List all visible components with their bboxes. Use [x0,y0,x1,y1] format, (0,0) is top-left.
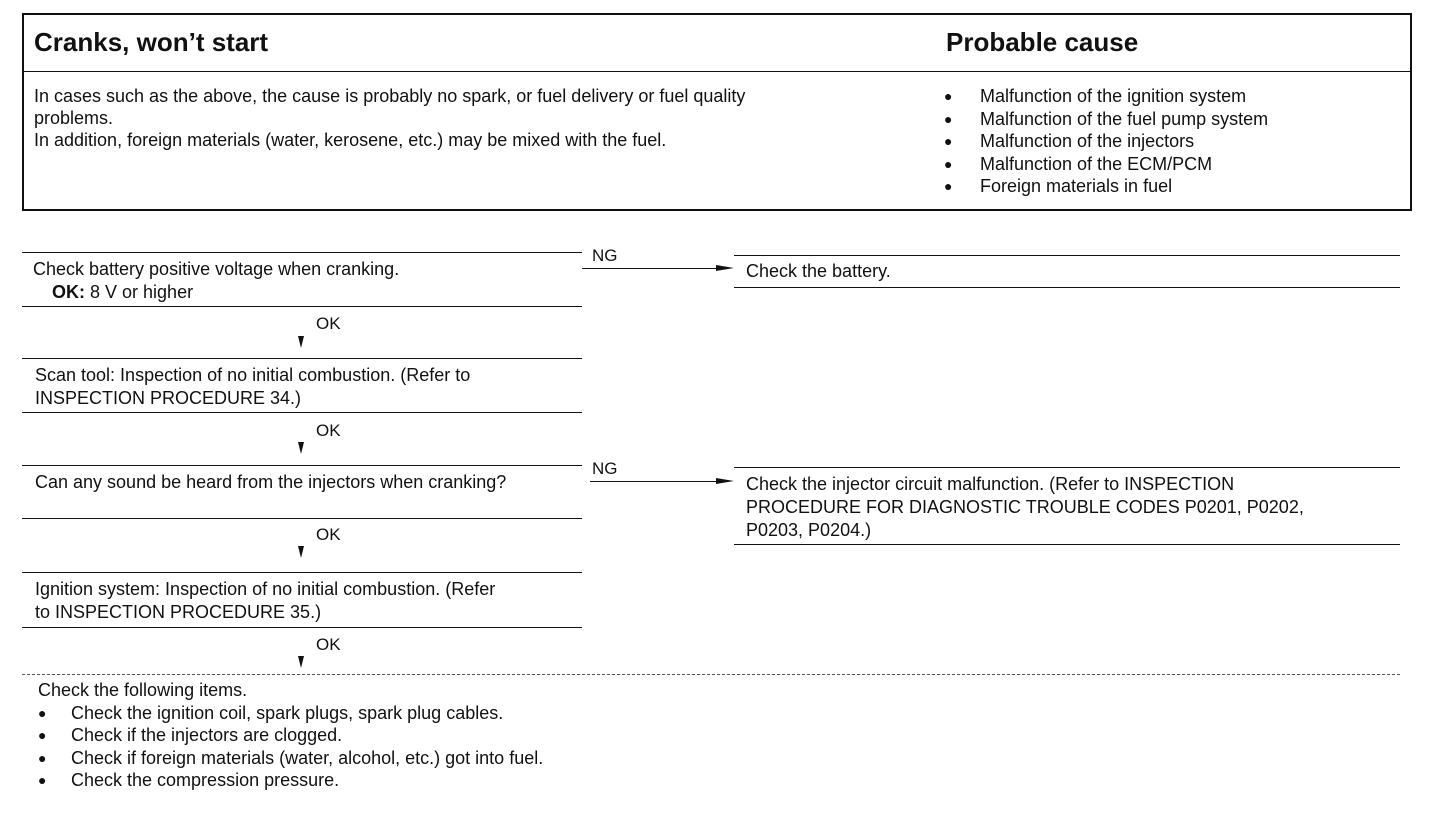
ng2-bottom-border [734,544,1400,545]
step4-bottom-border [22,627,582,628]
cause-item: ● Malfunction of the fuel pump system [944,108,1268,131]
probable-cause-header: Probable cause [946,27,1139,57]
step4-text: to INSPECTION PROCEDURE 35.) [35,602,322,622]
check-item: ● Check if foreign materials (water, alcohol, etc.) got into fuel. [38,747,543,770]
step3-top-border [22,465,582,466]
ok-criteria-value: 8 V or higher [90,282,194,302]
step1-bottom-border [22,306,582,307]
ng2-action-text: Check the injector circuit malfunction. (Refer to INSPECTION [746,474,1235,494]
arrow-down-icon [298,336,304,348]
ng1-action-text: Check the battery. [746,261,891,281]
summary-box [22,13,1412,211]
final-check-list [38,702,543,792]
ng2-top-border [734,467,1400,468]
ng1-top-border [734,255,1400,256]
description-line: In cases such as the above, the cause is probably no spark, or fuel delivery or fuel quality [34,86,746,106]
final-top-border [22,674,1400,675]
symptom-title: Cranks, won’t start [34,27,269,57]
ok-label: OK [316,421,341,440]
arrow-down-icon [298,656,304,668]
step2-text: Scan tool: Inspection of no initial combustion. (Refer to [35,365,471,385]
step3-text: Can any sound be heard from the injectors when cranking? [35,472,507,492]
check-item: ● Check the compression pressure. [38,769,543,792]
ok-criteria-label: OK: [52,282,85,302]
step2-text: INSPECTION PROCEDURE 34.) [35,388,302,408]
ng-connector [582,268,716,269]
description-line: In addition, foreign materials (water, kerosene, etc.) may be mixed with the fuel. [34,130,667,150]
step4-top-border [22,572,582,573]
probable-cause-list [944,85,1268,198]
step2-bottom-border [22,412,582,413]
step3-bottom-border [22,518,582,519]
step1-text: Check battery positive voltage when cranking. [33,259,400,279]
description-line: problems. [34,108,114,128]
ng-label: NG [592,246,618,265]
ok-label: OK [316,314,341,333]
cause-item: ● Malfunction of the ECM/PCM [944,153,1268,176]
symptom-description [34,85,954,151]
final-checklist [38,679,543,792]
cause-item: ● Foreign materials in fuel [944,175,1268,198]
cause-item: ● Malfunction of the injectors [944,130,1268,153]
arrow-right-icon [716,265,734,271]
step1-criteria [52,281,193,304]
cause-item: ● Malfunction of the ignition system [944,85,1268,108]
step4-text: Ignition system: Inspection of no initial combustion. (Refer [35,579,496,599]
ng-connector [590,481,716,482]
ng1-bottom-border [734,287,1400,288]
check-item: ● Check the ignition coil, spark plugs, spark plug cables. [38,702,543,725]
step2-top-border [22,358,582,359]
arrow-down-icon [298,546,304,558]
ok-label: OK [316,525,341,544]
check-item: ● Check if the injectors are clogged. [38,724,543,747]
ng2-action-text: P0203, P0204.) [746,520,872,540]
ng2-action-text: PROCEDURE FOR DIAGNOSTIC TROUBLE CODES P0201, P0202, [746,497,1304,517]
step1-top-border [22,252,582,253]
arrow-right-icon [716,478,734,484]
ng-label: NG [592,459,618,478]
final-intro: Check the following items. [38,680,248,700]
ok-label: OK [316,635,341,654]
arrow-down-icon [298,442,304,454]
